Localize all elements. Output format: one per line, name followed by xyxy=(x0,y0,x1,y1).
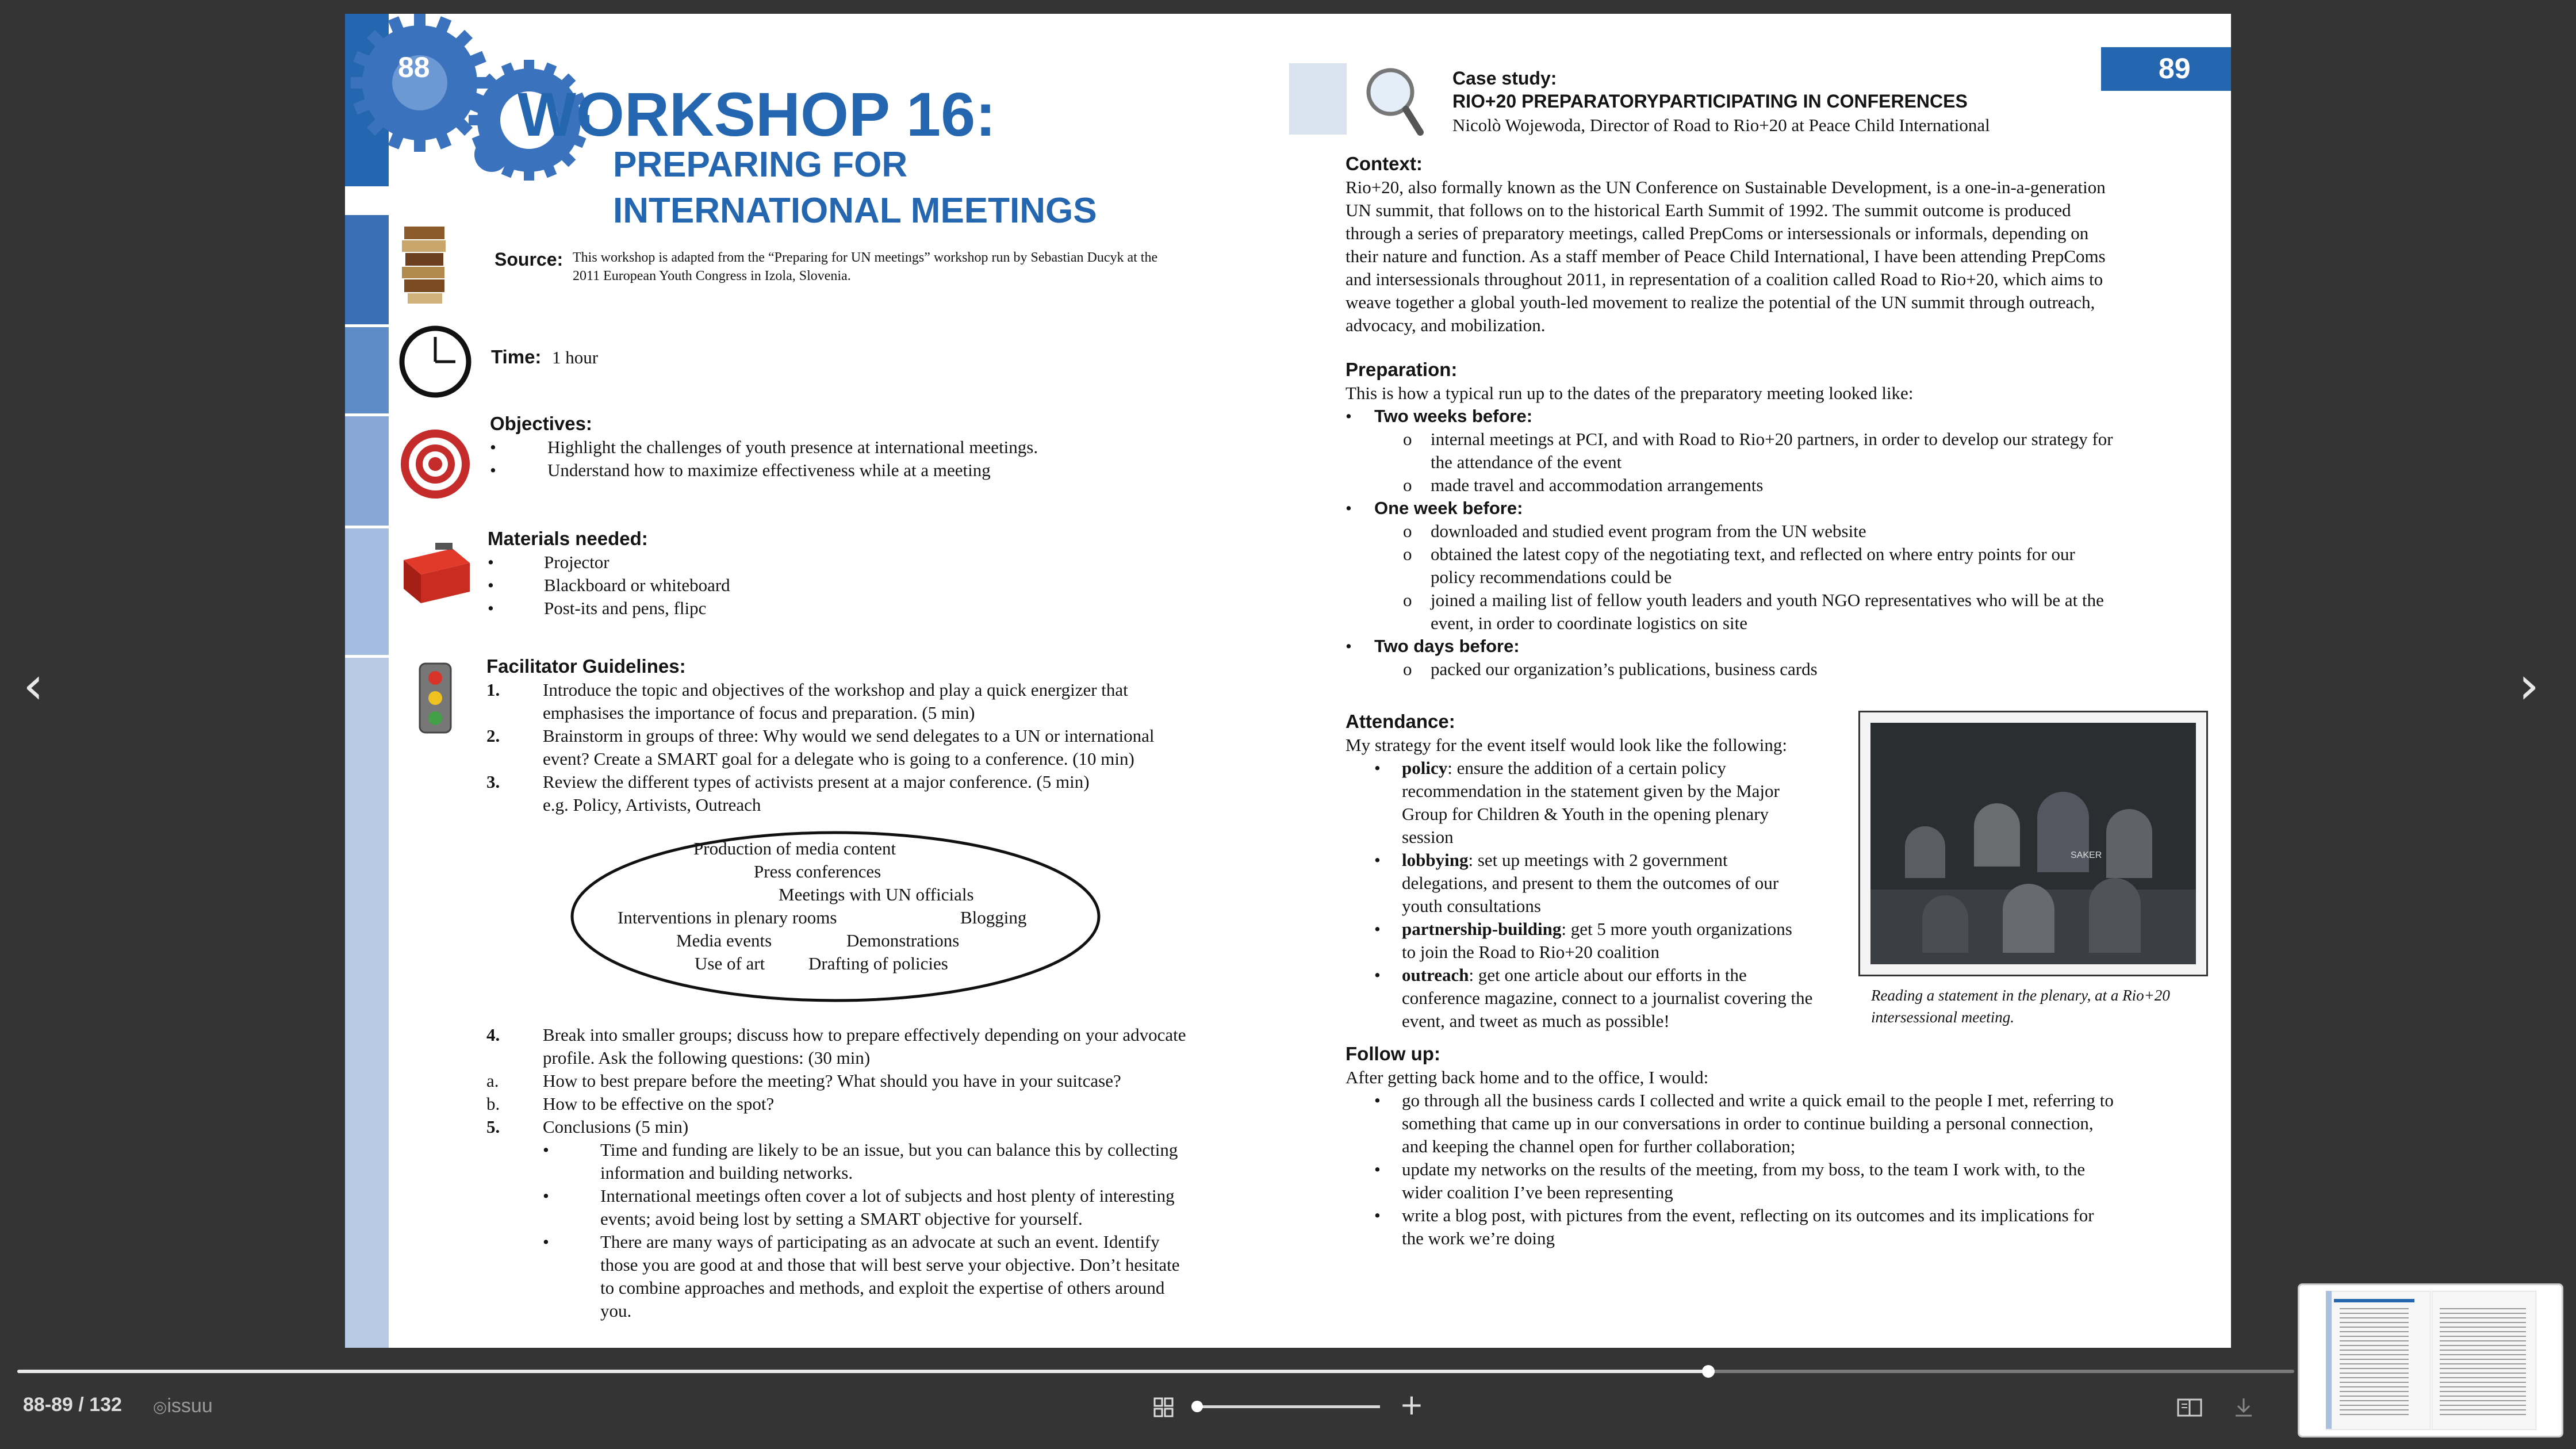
step-text: How to be effective on the spot? xyxy=(543,1094,775,1114)
step-text: Conclusions (5 min) xyxy=(543,1117,689,1137)
attendance-label: Attendance: xyxy=(1346,711,1455,732)
workshop-subtitle-2: INTERNATIONAL MEETINGS xyxy=(613,191,1097,231)
timeline-item: joined a mailing list of fellow youth leaders and youth NGO representatives who will be at the xyxy=(1431,590,2104,610)
source-text-1: This workshop is adapted from the “Preparing for UN meetings” workshop run by Sebastian Ducyk at the xyxy=(573,250,1158,265)
page-progress-handle[interactable] xyxy=(1702,1365,1715,1378)
step-number: b. xyxy=(486,1094,500,1114)
conclusion-text: information and building networks. xyxy=(600,1163,853,1183)
objective-item: Highlight the challenges of youth presence at international meetings. xyxy=(547,437,1038,457)
timeline-item: made travel and accommodation arrangements xyxy=(1431,475,1764,495)
case-study-author: Nicolò Wojewoda, Director of Road to Rio+20 at Peace Child International xyxy=(1452,115,1990,135)
timeline-label: Two days before: xyxy=(1374,636,1520,656)
attendance-intro: My strategy for the event itself would look like the following: xyxy=(1346,735,1787,755)
sidebar-block-3 xyxy=(345,416,389,526)
materials-label: Materials needed: xyxy=(488,528,648,549)
step-text: profile. Ask the following questions: (30 min) xyxy=(543,1048,871,1068)
attendance-item: recommendation in the statement given by the Major xyxy=(1402,781,1780,801)
traffic-light-icon xyxy=(415,661,455,735)
zoom-slider-handle[interactable] xyxy=(1191,1401,1203,1412)
step-text: event? Create a SMART goal for a delegate who is going to a conference. (10 min) xyxy=(543,749,1134,769)
context-label: Context: xyxy=(1346,153,1423,174)
zoom-in-button[interactable]: + xyxy=(1400,1388,1424,1421)
attendance-item: Group for Children & Youth in the opening plenary xyxy=(1402,804,1769,824)
material-item: Post-its and pens, flipc xyxy=(544,598,707,618)
photo-nameplate: SAKER xyxy=(2071,850,2102,860)
follow-up-item: something that came up in our conversations in order to continue building a personal connection, xyxy=(1402,1113,2094,1133)
grid-icon[interactable] xyxy=(1153,1397,1174,1418)
attendance-item: lobbying: set up meetings with 2 government xyxy=(1402,850,1728,870)
context-line: UN summit, that follows on to the historical Earth Summit of 1992. The summit outcome is produced xyxy=(1346,200,2071,220)
chevron-right-icon[interactable]: › xyxy=(2518,656,2539,716)
target-icon xyxy=(398,427,473,501)
right-page: 89 Case study: RIO+20 PREPARATORYPARTICIPATING IN CONFERENCES Nicolò Wojewoda, Director of Road to Rio+20 at Peace Child International Context: Rio+20, also formally known as the UN Conference on Sustainable Development, is a one-in-a-generation UN summit, that follows on to the historical Earth Summit of 1992. The summit outcome is produced through a series of preparatory meetings, called PrepComs or intersessionals or informals, depending on their nature and function. As a staff member of Peace Child International, I have been attending PrepComs and intersessionals throughout 2011, in representation of a coalition called Road to Rio+20, which aims to weave together a global youth-led movement to realize the potential of the UN summit through outreach, advocacy, and mobilization. Preparation: This is how a typical run up to the dates of the preparatory meeting looked like: • Two weeks before: o internal meetings at PCI, and with Road to Rio+20 partners, in order to develop our strategy for the attendance of the event o made travel and accommodation arrangements • One week before: o downloaded and studied event program from the UN website o obtained the latest copy of the negotiating text, and reflected on where entry points for our policy recommendations could be o joined a mailing list of fellow youth leaders and youth NGO representatives who will be at the event, in order to coordinate logistics on site • Two days before: o packed our organization’s publications, business cards Attendance: My strategy for the event itself would look like the following: • policy: ensure the addition of a certain policy recommendation in the statement given by the Major Group for Children & Youth in the opening plenary session • lobbying: set up meetings with 2 government delegations, and present to them the outcomes of our youth consultations • partnership-building: get 5 more youth organizations to join the Road to Rio+20 coalition • outreach: get one article about our efforts in the conference magazine, connect to a journalist covering the event, and tweet as much as possible! SAKER Reading a statement in the plenary, at a Rio+20 intersessional meeting. Follow up: After getting back home and to the office, I would: • go through all the business cards I collected and write a quick email to the people I met, referring to something that came up in our conversations in order to continue building a personal connection, and keeping the channel open for further collaboration; • update my networks on the results of the meeting, from my boss, to the team I work with, to the wider coalition I’ve been representing • write a blog post, with pictures from the event, reflecting on its outcomes and its implications for the work we’re doing xyxy=(1288,14,2231,1348)
page-number-right: 89 xyxy=(2159,52,2191,85)
conclusion-text: you. xyxy=(600,1301,632,1321)
timeline-label: Two weeks before: xyxy=(1374,406,1533,426)
attendance-item: session xyxy=(1402,827,1454,847)
oval-item: Production of media content xyxy=(693,838,896,858)
step-number: 5. xyxy=(486,1117,500,1137)
material-item: Blackboard or whiteboard xyxy=(544,575,730,595)
objectives-label: Objectives: xyxy=(490,413,592,434)
oval-item: Blogging xyxy=(960,907,1027,927)
follow-up-item: the work we’re doing xyxy=(1402,1228,1555,1248)
magnifier-icon xyxy=(1363,63,1426,138)
step-text: How to best prepare before the meeting? What should you have in your suitcase? xyxy=(543,1071,1121,1091)
attendance-item: outreach: get one article about our efforts in the xyxy=(1402,965,1747,985)
context-line: weave together a global youth-led movement to realize the potential of the UN summit through outreach, xyxy=(1346,292,2095,312)
books-icon xyxy=(400,221,451,307)
sidebar-block-1 xyxy=(345,215,389,324)
conclusion-text: There are many ways of participating as an advocate at such an event. Identify xyxy=(600,1232,1160,1252)
page-thumbnail[interactable] xyxy=(2298,1283,2563,1438)
oval-item: Demonstrations xyxy=(846,930,960,950)
case-study-label: Case study: xyxy=(1452,68,1557,89)
sidebar-block-5 xyxy=(345,658,389,1348)
context-line: their nature and function. As a staff member of Peace Child International, I have been attending PrepComs xyxy=(1346,246,2106,266)
timeline-item: event, in order to coordinate logistics on site xyxy=(1431,613,1747,633)
page-number-left: 88 xyxy=(398,51,430,83)
oval-item: Drafting of policies xyxy=(808,953,948,973)
timeline-item: the attendance of the event xyxy=(1431,452,1622,472)
oval-item: Use of art xyxy=(695,953,765,973)
step-text: e.g. Policy, Artivists, Outreach xyxy=(543,795,761,815)
reader-icon[interactable] xyxy=(2177,1397,2202,1418)
step-number: 2. xyxy=(486,726,500,746)
page-indicator: 88-89 / 132 xyxy=(23,1394,122,1416)
case-study-title: RIO+20 PREPARATORYPARTICIPATING IN CONFERENCES xyxy=(1452,91,1968,112)
sidebar-block-2 xyxy=(345,327,389,413)
step-text: emphasises the importance of focus and preparation. (5 min) xyxy=(543,703,975,723)
step-text: Brainstorm in groups of three: Why would we send delegates to a UN or international xyxy=(543,726,1155,746)
chevron-left-icon[interactable]: ‹ xyxy=(23,656,44,716)
oval-item: Press conferences xyxy=(754,861,881,881)
follow-up-intro: After getting back home and to the office, I would: xyxy=(1346,1067,1709,1087)
preparation-intro: This is how a typical run up to the dates of the preparatory meeting looked like: xyxy=(1346,383,1914,403)
attendance-item: to join the Road to Rio+20 coalition xyxy=(1402,942,1660,962)
step-number: 3. xyxy=(486,772,500,792)
attendance-item: event, and tweet as much as possible! xyxy=(1402,1011,1670,1031)
step-text: Review the different types of activists present at a major conference. (5 min) xyxy=(543,772,1090,792)
source-label: Source: xyxy=(494,249,564,270)
timeline-item: obtained the latest copy of the negotiating text, and reflected on where entry points for our xyxy=(1431,544,2075,564)
context-line: through a series of preparatory meetings, called PrepComs or intersessionals or informals, depending on xyxy=(1346,223,2089,243)
zoom-slider[interactable] xyxy=(1196,1405,1380,1408)
attendance-item: delegations, and present to them the outcomes of our xyxy=(1402,873,1779,893)
follow-up-item: go through all the business cards I collected and write a quick email to the people I met, referring to xyxy=(1402,1090,2114,1110)
follow-up-label: Follow up: xyxy=(1346,1043,1440,1064)
clock-icon xyxy=(398,324,473,399)
sidebar-block-4 xyxy=(345,528,389,655)
conclusion-text: Time and funding are likely to be an issue, but you can balance this by collecting xyxy=(600,1140,1178,1160)
conclusion-text: to combine approaches and methods, and exploit the expertise of others around xyxy=(600,1278,1165,1298)
follow-up-item: and keeping the channel open for further collaboration; xyxy=(1402,1136,1796,1156)
context-line: advocacy, and mobilization. xyxy=(1346,315,1546,335)
photo-caption: Reading a statement in the plenary, at a Rio+20 xyxy=(1871,987,2170,1004)
step-text: Introduce the topic and objectives of the workshop and play a quick energizer that xyxy=(543,680,1128,700)
timeline-item: policy recommendations could be xyxy=(1431,567,1672,587)
timeline-item: internal meetings at PCI, and with Road to Rio+20 partners, in order to develop our strategy for xyxy=(1431,429,2113,449)
workshop-title: WORKSHOP 16: xyxy=(518,79,996,149)
workshop-subtitle-1: PREPARING FOR xyxy=(613,145,908,185)
source-text-2: 2011 European Youth Congress in Izola, Slovenia. xyxy=(573,269,851,283)
step-number: a. xyxy=(486,1071,499,1091)
time-value: 1 hour xyxy=(552,347,599,367)
left-page: 88 WORKSHOP 16: PREPARING FOR INTERNATIONAL MEETINGS Source: This workshop is adapted from the “Preparing for UN meetings” workshop run by Sebastian Ducyk at the 2011 European Youth Congress in Izola, Slovenia. Time: 1 hour Objectives: • Highlight the challenges of youth presence at international meetings. • Understand how to maximize effectiveness while at a meeting Materials needed: • Projector • Blackboard or whiteboard • Post-its and pens, flipc Facilitator Guidelines: 1. Introduce the topic and objectives of the workshop and play a quick energizer that emphasises the importance of focus and preparation. (5 min) 2. Brainstorm in groups of three: Why would we send delegates to a UN or international event? Create a SMART goal for a delegate who is going to a conference. (10 min) 3. Review the different types of activists present at a major conference. (5 min) e.g. Policy, Artivists, Outreach Production of media content Press conferences Meetings with UN officials Interventions in plenary rooms Blogging Media events Demonstrations Use of art Drafting of policies 4. Break into smaller groups; discuss how to prepare effectively depending on your advocate profile. Ask the following questions: (30 min) a. How to best prepare before the meeting? What should you have in your suitcase? b. How to be effective on the spot? 5. Conclusions (5 min) • Time and funding are likely to be an issue, but you can balance this by collecting information and building networks. • International meetings often cover a lot of subjects and host plenty of interesting events; avoid being lost by setting a SMART objective for yourself. • There are many ways of participating as an advocate at such an event. Identify those you are good at and those that will best serve your objective. Don’t hesitate to combine approaches and methods, and exploit the expertise of others around you. xyxy=(345,14,1288,1348)
page-progress-fill xyxy=(17,1370,1709,1373)
conclusion-text: events; avoid being lost by setting a SMART objective for yourself. xyxy=(600,1209,1083,1229)
oval-item: Media events xyxy=(676,930,772,950)
case-study-block xyxy=(1289,63,1347,135)
timeline-item: packed our organization’s publications, business cards xyxy=(1431,659,1818,679)
download-icon[interactable] xyxy=(2233,1396,2254,1419)
attendance-item: policy: ensure the addition of a certain policy xyxy=(1402,758,1726,778)
attendance-item: youth consultations xyxy=(1402,896,1541,916)
timeline-item: downloaded and studied event program from the UN website xyxy=(1431,521,1866,541)
oval-item: Interventions in plenary rooms xyxy=(618,907,837,927)
issuu-logo: ◎issuu xyxy=(153,1395,213,1417)
issuu-logo-mark: ◎ xyxy=(153,1398,167,1416)
follow-up-item: wider coalition I’ve been representing xyxy=(1402,1182,1673,1202)
context-line: and intersessionals throughout 2011, in representation of a coalition called Road to Rio+20, which aims to xyxy=(1346,269,2103,289)
objective-item: Understand how to maximize effectiveness while at a meeting xyxy=(547,460,991,480)
time-label: Time: xyxy=(491,346,542,367)
material-item: Projector xyxy=(544,552,610,572)
follow-up-item: write a blog post, with pictures from the event, reflecting on its outcomes and its implications for xyxy=(1402,1205,2094,1225)
step-text: Break into smaller groups; discuss how to prepare effectively depending on your advocate xyxy=(543,1025,1186,1045)
step-number: 4. xyxy=(486,1025,500,1045)
step-number: 1. xyxy=(486,680,500,700)
guidelines-label: Facilitator Guidelines: xyxy=(486,656,686,677)
timeline-label: One week before: xyxy=(1374,498,1523,518)
conference-photo xyxy=(1858,711,2208,976)
oval-item: Meetings with UN officials xyxy=(779,884,974,904)
toolbox-icon xyxy=(398,543,473,606)
conclusion-text: International meetings often cover a lot of subjects and host plenty of interesting xyxy=(600,1186,1175,1206)
conclusion-text: those you are good at and those that will best serve your objective. Don’t hesitate xyxy=(600,1255,1180,1275)
context-line: Rio+20, also formally known as the UN Conference on Sustainable Development, is a one-in-a-generation xyxy=(1346,177,2106,197)
attendance-item: partnership-building: get 5 more youth organizations xyxy=(1402,919,1792,939)
photo-caption: intersessional meeting. xyxy=(1871,1009,2014,1026)
attendance-item: conference magazine, connect to a journalist covering the xyxy=(1402,988,1813,1008)
follow-up-item: update my networks on the results of the meeting, from my boss, to the team I work with, to the xyxy=(1402,1159,2086,1179)
preparation-label: Preparation: xyxy=(1346,359,1458,380)
